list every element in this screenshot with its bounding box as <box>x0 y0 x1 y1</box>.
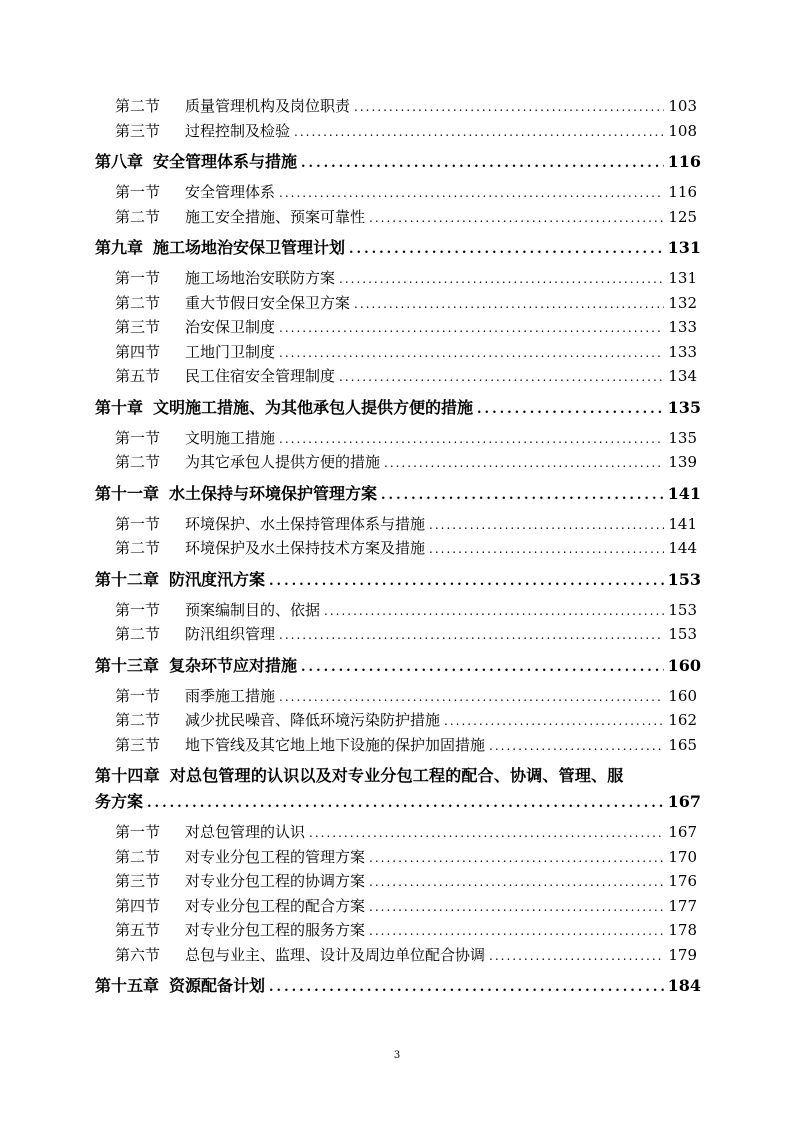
toc-section-title: 重大节假日安全保卫方案 <box>185 293 351 312</box>
toc-dot-leader <box>279 341 664 366</box>
toc-dot-leader <box>279 685 664 710</box>
toc-section-number: 第一节 <box>115 428 161 447</box>
toc-section-entry[interactable] <box>95 943 701 968</box>
toc-dot-leader <box>279 316 664 341</box>
toc-chapter-number: 第十一章 <box>95 483 160 503</box>
toc-dot-leader <box>477 397 664 423</box>
toc-page-number: 179 <box>668 945 697 964</box>
toc-chapter-entry[interactable] <box>95 567 701 593</box>
toc-section-number: 第二节 <box>115 207 161 226</box>
toc-dot-leader <box>269 975 664 1001</box>
toc-chapter-title: 施工场地治安保卫管理计划 <box>153 238 346 257</box>
toc-section-number: 第三节 <box>115 872 161 890</box>
toc-dot-leader <box>354 292 664 317</box>
toc-section-number: 第六节 <box>115 945 161 964</box>
toc-section-entry[interactable] <box>95 450 701 475</box>
toc-dot-leader <box>429 537 664 562</box>
toc-section-entry[interactable] <box>95 536 701 561</box>
toc-section-entry[interactable] <box>95 598 701 623</box>
toc-section-entry[interactable] <box>95 845 701 870</box>
toc-dot-leader <box>294 120 664 145</box>
toc-chapter-entry[interactable] <box>95 973 701 999</box>
toc-section-entry[interactable] <box>95 94 701 119</box>
toc-chapter-title: 复杂环节应对措施 <box>169 655 298 675</box>
toc-section-entry[interactable] <box>95 266 701 291</box>
toc-section-title: 安全管理体系 <box>185 183 276 201</box>
toc-section-number: 第一节 <box>115 183 161 201</box>
toc-section-number: 第一节 <box>115 686 161 705</box>
toc-dot-leader <box>279 181 664 206</box>
toc-chapter-title: 资源配备计划 <box>169 976 266 995</box>
toc-section-entry[interactable] <box>95 820 701 845</box>
toc-section-title: 对专业分包工程的服务方案 <box>185 921 366 939</box>
toc-section-title: 减少扰民噪音、降低环境污染防护措施 <box>185 711 441 729</box>
toc-section-entry[interactable] <box>95 340 701 365</box>
toc-chapter-entry[interactable] <box>95 481 701 507</box>
toc-section-number: 第二节 <box>115 453 161 471</box>
toc-section-number: 第二节 <box>115 847 161 866</box>
toc-page-number: 141 <box>667 483 701 503</box>
toc-page-number: 184 <box>667 976 701 995</box>
toc-page-number: 153 <box>668 600 697 619</box>
toc-section-number: 第五节 <box>115 921 161 939</box>
table-of-contents <box>95 94 701 1004</box>
toc-section-entry[interactable] <box>95 733 701 758</box>
toc-section-entry[interactable] <box>95 622 701 647</box>
toc-section-title: 环境保护及水土保持技术方案及措施 <box>185 539 426 557</box>
toc-section-title: 工地门卫制度 <box>185 342 276 361</box>
toc-section-title: 总包与业主、监理、设计及周边单位配合协调 <box>185 945 486 964</box>
toc-page-number: 165 <box>668 735 697 754</box>
toc-dot-leader <box>369 919 664 944</box>
toc-section-title: 质量管理机构及岗位职责 <box>185 97 351 115</box>
toc-section-title: 施工场地治安联防方案 <box>185 269 336 287</box>
toc-section-title: 对专业分包工程的配合方案 <box>185 896 366 915</box>
toc-dot-leader <box>324 599 664 624</box>
toc-page-number: 116 <box>667 152 701 171</box>
toc-section-entry[interactable] <box>95 869 701 894</box>
toc-page-number: 177 <box>668 896 697 915</box>
toc-page-number: 170 <box>668 847 697 866</box>
toc-chapter-title: 对总包管理的认识以及对专业分包工程的配合、协调、管理、服 <box>169 766 624 785</box>
toc-chapter-number: 第八章 <box>95 152 144 171</box>
toc-chapter-title-continued: 务方案 <box>95 792 144 811</box>
toc-section-number: 第二节 <box>115 293 161 312</box>
toc-chapter-number: 第十二章 <box>95 569 160 589</box>
toc-page-number: 116 <box>668 183 697 201</box>
toc-section-title: 对总包管理的认识 <box>185 823 306 841</box>
toc-chapter-entry[interactable] <box>95 149 701 175</box>
toc-dot-leader <box>301 151 664 177</box>
toc-chapter-entry[interactable] <box>95 395 701 421</box>
toc-dot-leader <box>429 513 664 538</box>
toc-page-number: 160 <box>668 686 697 705</box>
toc-dot-leader <box>444 709 664 734</box>
toc-dot-leader <box>301 655 664 681</box>
toc-chapter-number: 第九章 <box>95 238 144 257</box>
toc-chapter-title: 安全管理体系与措施 <box>153 152 298 171</box>
toc-section-title: 防汛组织管理 <box>185 625 276 643</box>
toc-page-number: 133 <box>668 318 697 336</box>
toc-section-number: 第四节 <box>115 342 161 361</box>
toc-section-entry[interactable] <box>95 684 701 709</box>
toc-page-number: 108 <box>668 121 697 140</box>
toc-page-number: 131 <box>668 269 697 287</box>
toc-section-entry[interactable] <box>95 918 701 943</box>
toc-chapter-title-line <box>95 763 701 789</box>
toc-section-entry[interactable] <box>95 291 701 316</box>
toc-dot-leader <box>279 427 664 452</box>
toc-chapter-title-line2 <box>95 789 701 815</box>
toc-section-number: 第二节 <box>115 97 161 115</box>
toc-chapter-entry[interactable] <box>95 763 701 815</box>
toc-section-title: 地下管线及其它地上地下设施的保护加固措施 <box>185 735 486 754</box>
toc-section-number: 第一节 <box>115 600 161 619</box>
toc-page-number: 134 <box>668 367 697 385</box>
toc-page-number: 139 <box>668 453 697 471</box>
toc-page-number: 167 <box>667 792 701 811</box>
toc-chapter-entry[interactable] <box>95 235 701 261</box>
page-number: 3 <box>393 1050 401 1061</box>
toc-section-title: 为其它承包人提供方便的措施 <box>185 453 381 471</box>
toc-dot-leader <box>369 846 664 871</box>
toc-page-number: 125 <box>668 207 697 226</box>
toc-section-title: 施工安全措施、预案可靠性 <box>185 207 366 226</box>
toc-dot-leader <box>269 569 664 595</box>
toc-dot-leader <box>489 734 664 759</box>
toc-section-entry[interactable] <box>95 315 701 340</box>
toc-dot-leader <box>309 821 664 846</box>
toc-chapter-entry[interactable] <box>95 653 701 679</box>
toc-section-entry[interactable] <box>95 512 701 537</box>
toc-page-number: 132 <box>668 293 697 312</box>
toc-dot-leader <box>369 895 664 920</box>
toc-page-number: 153 <box>668 625 697 643</box>
toc-dot-leader <box>349 237 664 263</box>
toc-section-number: 第三节 <box>115 318 161 336</box>
toc-section-number: 第四节 <box>115 896 161 915</box>
toc-section-title: 预案编制目的、依据 <box>185 600 321 619</box>
toc-section-entry[interactable] <box>95 180 701 205</box>
toc-section-title: 民工住宿安全管理制度 <box>185 367 336 385</box>
toc-section-title: 环境保护、水土保持管理体系与措施 <box>185 514 426 533</box>
toc-page-number: 103 <box>668 97 697 115</box>
toc-section-number: 第二节 <box>115 711 161 729</box>
toc-section-entry[interactable] <box>95 426 701 451</box>
toc-section-entry[interactable] <box>95 894 701 919</box>
toc-dot-leader <box>384 451 664 476</box>
toc-section-entry[interactable] <box>95 708 701 733</box>
toc-section-title: 雨季施工措施 <box>185 686 276 705</box>
toc-page-number: 131 <box>667 238 701 257</box>
toc-chapter-number: 第十三章 <box>95 655 160 675</box>
toc-section-title: 文明施工措施 <box>185 428 276 447</box>
toc-page-number: 160 <box>667 655 701 675</box>
toc-section-number: 第二节 <box>115 625 161 643</box>
toc-section-number: 第二节 <box>115 539 161 557</box>
toc-dot-leader <box>339 365 664 390</box>
toc-page-number: 176 <box>668 872 697 890</box>
toc-page-number: 167 <box>668 823 697 841</box>
toc-section-number: 第一节 <box>115 823 161 841</box>
toc-dot-leader <box>279 623 664 648</box>
toc-dot-leader <box>369 870 664 895</box>
toc-section-entry[interactable] <box>95 205 701 230</box>
toc-dot-leader <box>381 483 664 509</box>
toc-dot-leader <box>147 791 664 817</box>
toc-page-number: 135 <box>668 428 697 447</box>
toc-chapter-title: 文明施工措施、为其他承包人提供方便的措施 <box>153 397 474 417</box>
toc-page-number: 178 <box>668 921 697 939</box>
toc-chapter-title: 防汛度汛方案 <box>169 569 266 589</box>
toc-dot-leader <box>369 206 664 231</box>
toc-dot-leader <box>354 95 664 120</box>
toc-chapter-number: 第十五章 <box>95 976 160 995</box>
toc-section-entry[interactable] <box>95 364 701 389</box>
toc-section-title: 对专业分包工程的协调方案 <box>185 872 366 890</box>
toc-page-number: 144 <box>668 539 697 557</box>
toc-section-title: 过程控制及检验 <box>185 121 291 140</box>
toc-section-number: 第三节 <box>115 121 161 140</box>
toc-section-number: 第一节 <box>115 269 161 287</box>
toc-dot-leader <box>339 267 664 292</box>
toc-section-number: 第五节 <box>115 367 161 385</box>
toc-section-number: 第三节 <box>115 735 161 754</box>
toc-section-entry[interactable] <box>95 119 701 144</box>
toc-page-number: 162 <box>668 711 697 729</box>
toc-section-title: 治安保卫制度 <box>185 318 276 336</box>
toc-chapter-title: 水土保持与环境保护管理方案 <box>169 483 378 503</box>
toc-page-number: 135 <box>667 397 701 417</box>
toc-dot-leader <box>489 944 664 969</box>
toc-chapter-number: 第十章 <box>95 397 144 417</box>
toc-page-number: 141 <box>668 514 697 533</box>
toc-chapter-number: 第十四章 <box>95 766 160 785</box>
toc-page-number: 153 <box>667 569 701 589</box>
toc-section-title: 对专业分包工程的管理方案 <box>185 847 366 866</box>
toc-page-number: 133 <box>668 342 697 361</box>
toc-section-number: 第一节 <box>115 514 161 533</box>
